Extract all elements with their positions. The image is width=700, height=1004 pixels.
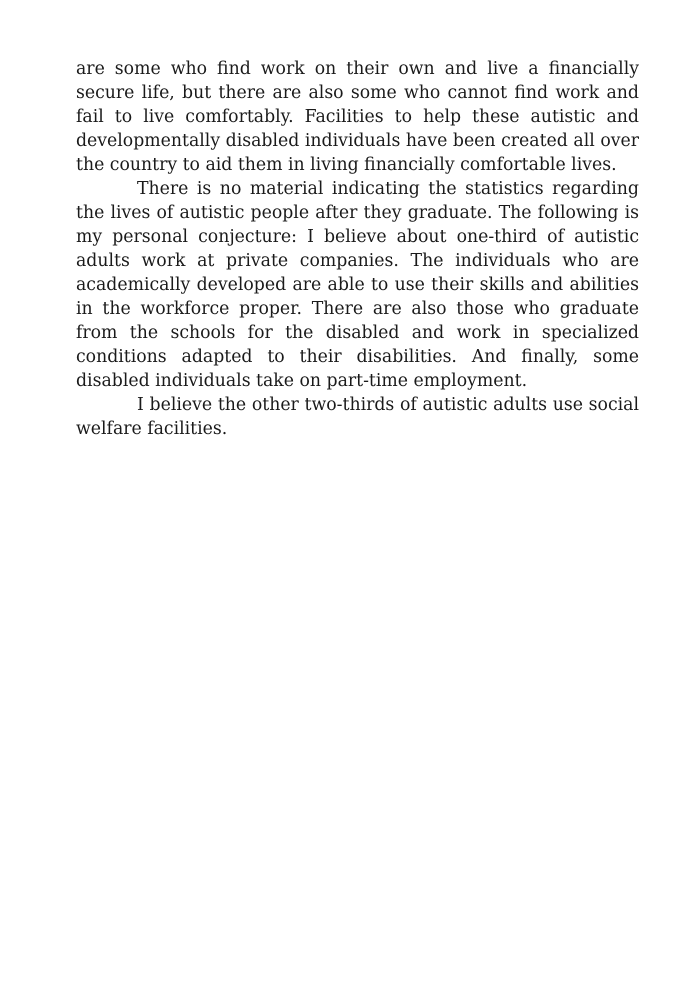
document-page bbox=[76, 57, 639, 441]
paragraph-welfare: I believe the other two-thirds of autistic adults use social welfare facilities. bbox=[76, 395, 639, 439]
paragraph-statistics: There is no material indicating the statistics regarding the lives of autistic people after they graduate. The following is my personal conjecture: I believe about one-third of autistic adults work at private companies. The individuals who are academically developed are able to use their skills and abilities in the workforce proper. There are also those who graduate from the schools for the disabled and work in specialized conditions adapted to their disabilities. And finally, some disabled individuals take on part-time employment. bbox=[76, 179, 639, 391]
paragraph-continuation: are some who find work on their own and live a financially secure life, but there are also some who cannot find work and fail to live comfortably. Facilities to help these autistic and developmentally disabled individuals have been created all over the country to aid them in living financially comfortable lives. bbox=[76, 59, 639, 175]
